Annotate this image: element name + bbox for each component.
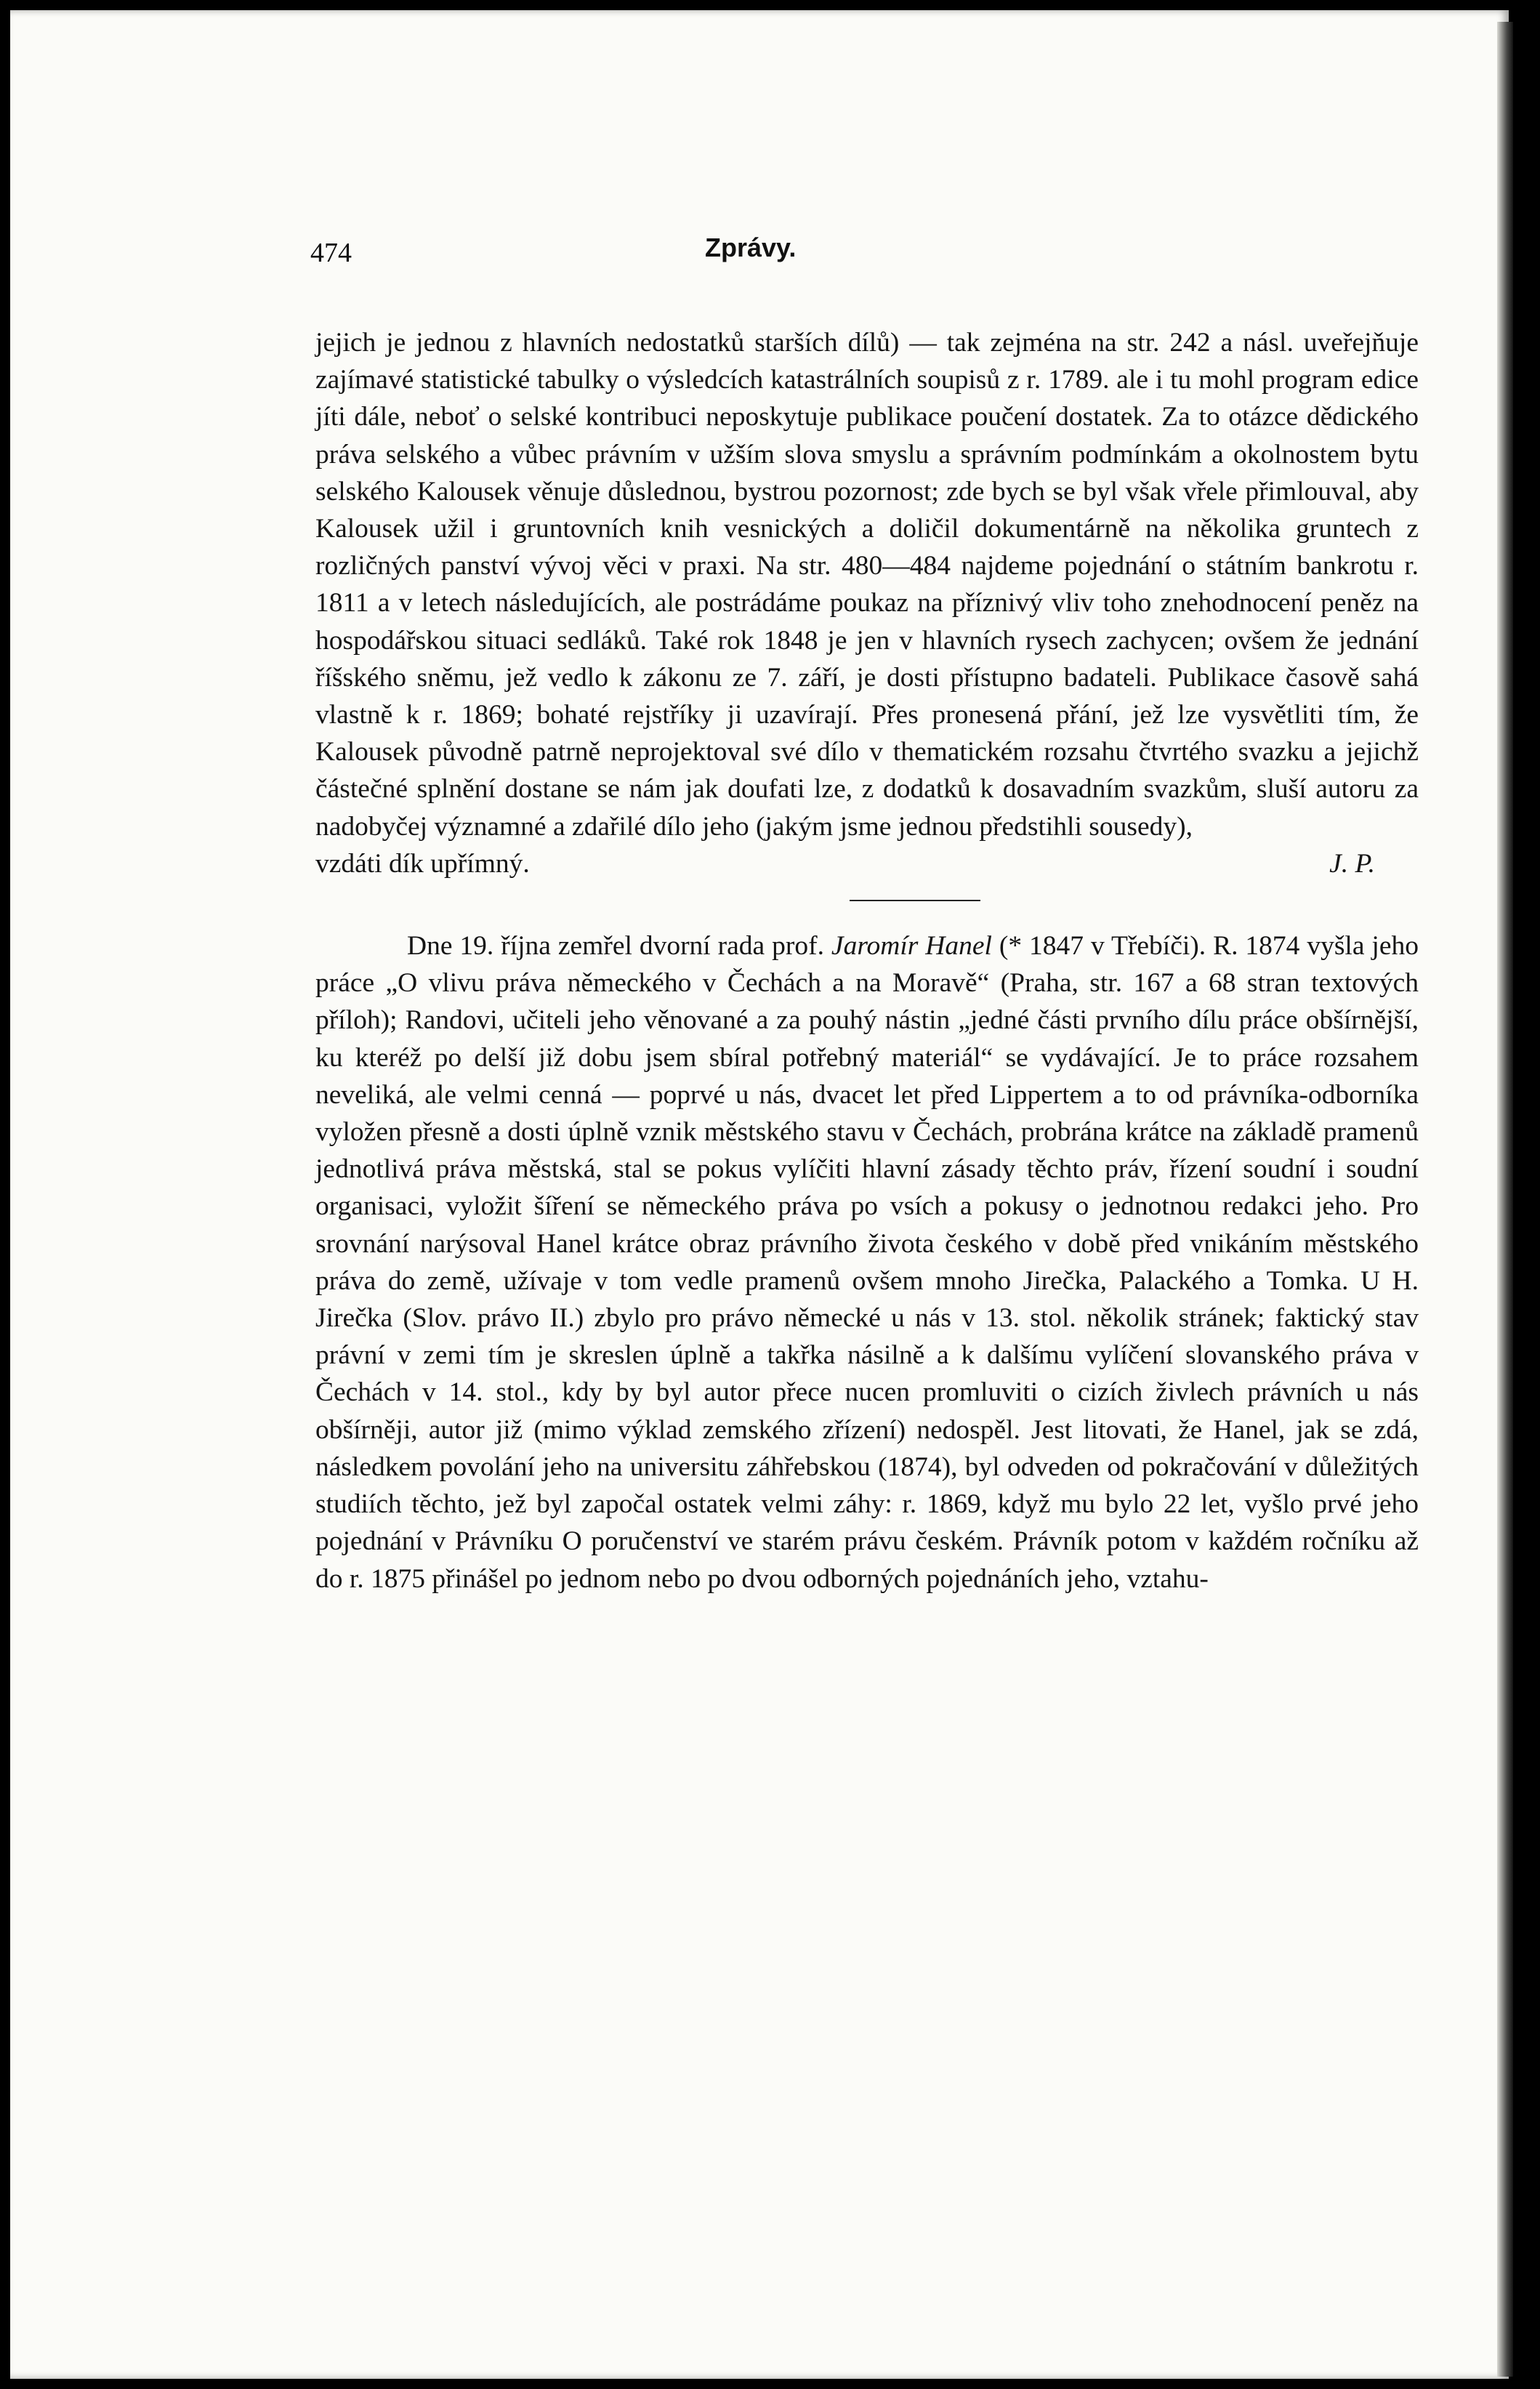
page	[10, 10, 1509, 2379]
obituary-name: Jaromír Hanel	[831, 931, 992, 962]
page-header	[10, 233, 1509, 281]
body-text	[315, 324, 1419, 1598]
running-title: Zprávy.	[705, 233, 797, 262]
obituary-intro: Dne 19. října zemřel dvorní rada prof.	[407, 931, 831, 962]
obituary-text: (* 1847 v Třebíči). R. 1874 vyšla jeho práce „O vlivu práva německého v Čechách a na Moravě“ (Praha, str. 167 a 68 stran textových příloh); Randovi, učiteli jeho věnované a za pouhý nástin „jedné části prvního dílu práce obšírnější, ku kteréž po delší již dobu jsem sbíral potřebný materiál“ se vydávající. Je to práce rozsahem neveliká, ale velmi cenná — poprvé u nás, dvacet let před Lippertem a to od právníka-odborníka vyložen přesně a dosti úplně vznik městského stavu v Čechách, probrána krátce na základě pramenů jednotlivá práva městská, stal se pokus vylíčiti hlavní zásady těchto práv, řízení soudní i soudní organisaci, vyložit šíření se německého práva po vsích a pokusy o jednotnou redakci jeho. Pro srovnání narýsoval Hanel krátce obraz právního života českého v době před vnikáním městského práva do země, užívaje v tom vedle pramenů ovšem mnoho Jirečka, Palackého a Tomka. U H. Jirečka (Slov. právo II.) zbylo pro právo německé u nás v 13. stol. několik stránek; faktický stav právní v zemi tím je skreslen úplně a takřka násilně a k dalšímu vylíčení slovanského práva v Čechách v 14. stol., kdy by byl autor přece nucen promluviti o cizích živlech právních u nás obšírněji, autor již (mimo výklad zemského zřízení) nedospěl. Jest litovati, že Hanel, jak se zdá, následkem povolání jeho na universitu záhřebskou (1874), byl odveden od pokračování v důležitých studiích těchto, jež byl započal ostatek velmi záhy: r. 1869, když mu bylo 22 let, vyšlo prvé jeho pojednání v Právníku O poručenství ve starém právu českém. Právník potom v každém ročníku až do r. 1875 přinášel po jednom nebo po dvou odborných pojednáních jeho, vztahu-	[315, 931, 1419, 1594]
paragraph-review-end: jejich je jednou z hlavních nedostatků starších dílů) — tak zejména na str. 242 a násl. uveřejňuje zajímavé statistické tabulky o výsledcích katastrálních soupisů z r. 1789. ale i tu mohl program edice jíti dále, neboť o selské kontribuci neposkytuje publikace poučení dostatek. Za to otázce dědického práva selského a vůbec právním v užším slova smyslu a správním podmínkám a okolnostem bytu selského Kalousek věnuje důslednou, bystrou pozornost; zde bych se byl však vřele přimlouval, aby Kalousek užil i gruntovních knih vesnických a doličil dokumentárně na několika gruntech z rozličných panství vývoj věci v praxi. Na str. 480—484 najdeme pojednání o státním bankrotu r. 1811 a v letech následujících, ale postrádáme poukaz na příznivý vliv toho znehodnocení peněz na hospodářskou situaci sedláků. Také rok 1848 je jen v hlavních rysech zachycen; ovšem že jednání říšského sněmu, jež vedlo k zákonu ze 7. září, je dosti přístupno badateli. Publikace časově sahá vlastně k r. 1869; bohaté rejstříky ji uzavírají. Přes pronesená přání, jež lze vysvětliti tím, že Kalousek původně patrně neprojektoval své dílo v thematickém rozsahu čtvrtého svazku a jejichž částečné splnění dostane se nám jak doufati lze, z dodatků k dosavadním svazkům, sluší autoru za nadobyčej významné a zdařilé dílo jeho (jakým jsme jednou předstihli sousedy),	[315, 328, 1419, 842]
section-divider	[850, 900, 980, 901]
author-signature: J. P.	[1329, 848, 1375, 879]
book-binding-edge	[1497, 22, 1513, 2377]
signature-line	[315, 845, 1419, 882]
page-number: 474	[310, 238, 352, 268]
closing-line: vzdáti dík upřímný.	[315, 848, 530, 879]
paragraph-obituary	[315, 927, 1419, 1598]
